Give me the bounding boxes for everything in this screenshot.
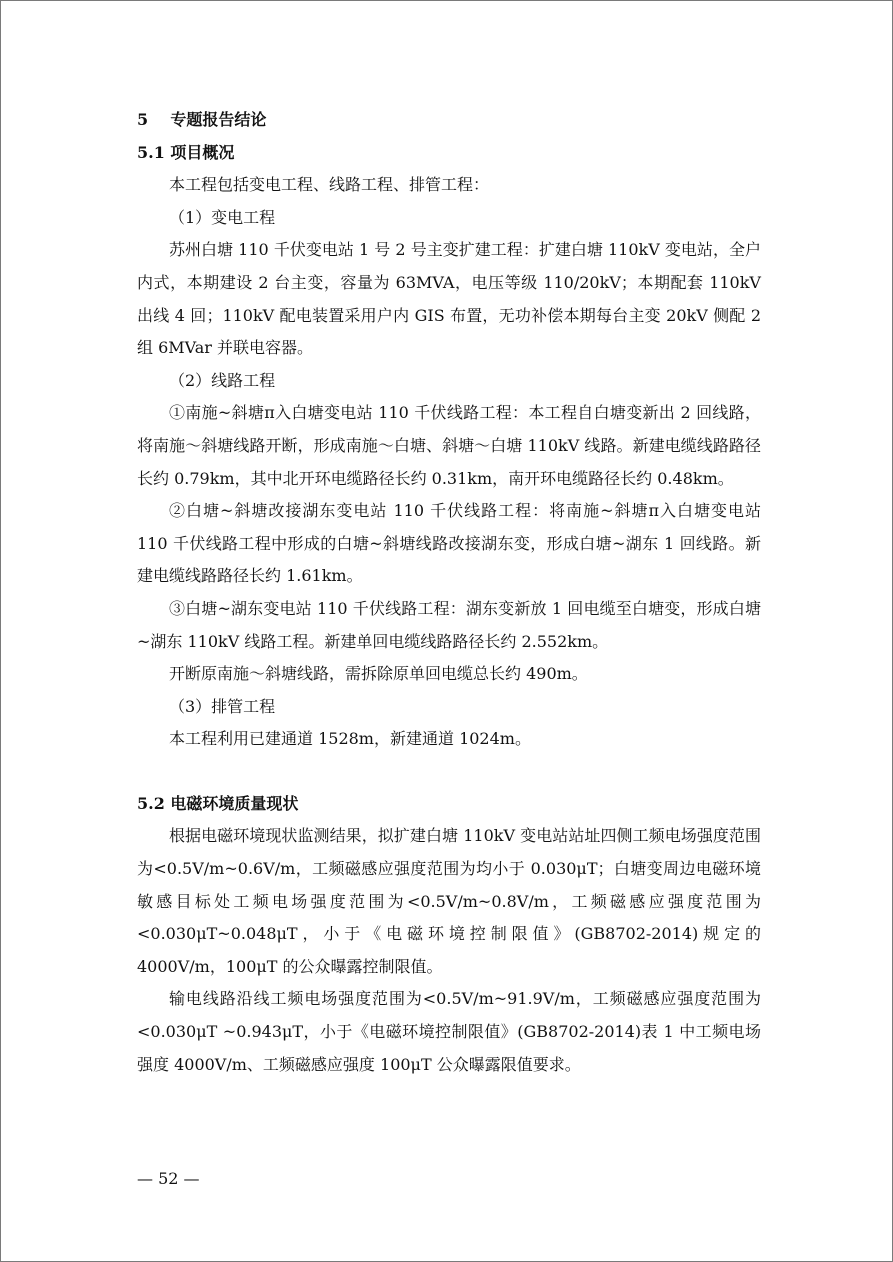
subheading-substation: （1）变电工程 (169, 207, 276, 227)
paragraph-line-3: ③白塘~湖东变电站 110 千伏线路工程：湖东变新放 1 回电缆至白塘变，形成白塘~湖东 110kV 线路工程。新建单回电缆线路路径长约 2.552km。 (137, 598, 761, 651)
section-gap (137, 756, 761, 788)
page-content (137, 104, 761, 1081)
page-number: — 52 — (137, 1169, 200, 1188)
paragraph-substation: 苏州白塘 110 千伏变电站 1 号 2 号主变扩建工程：扩建白塘 110kV 变电站，全户内式，本期建设 2 台主变，容量为 63MVA，电压等级 110/20kV；本期配套 110kV 出线 4 回；110kV 配电装置采用户内 GIS 布置，无功补偿本期每台主变 20kV 侧配 2 组 6MVar 并联电容器。 (137, 240, 761, 358)
subsection-heading-5-2: 5.2 电磁环境质量现状 (137, 793, 299, 813)
subheading-duct: （3）排管工程 (169, 696, 276, 716)
section-heading (137, 104, 761, 137)
subsection-heading-5-1: 5.1 项目概况 (137, 142, 235, 162)
paragraph-line-1: ①南施~斜塘π入白塘变电站 110 千伏线路工程：本工程自白塘变新出 2 回线路，将南施～斜塘线路开断，形成南施～白塘、斜塘～白塘 110kV 线路。新建电缆线路路径长约 0.79km，其中北开环电缆路径长约 0.31km，南开环电缆路径长约 0.48km。 (137, 403, 761, 488)
paragraph-em-substation: 根据电磁环境现状监测结果，拟扩建白塘 110kV 变电站站址四侧工频电场强度范围为<0.5V/m~0.6V/m，工频磁感应强度范围为均小于 0.030μT；白塘变周边电磁环境敏感目标处工频电场强度范围为<0.5V/m~0.8V/m，工频磁感应强度范围为<0.030μT~0.048μT，小于《电磁环境控制限值》(GB8702-2014)规定的 4000V/m，100μT 的公众曝露控制限值。 (137, 826, 761, 976)
paragraph-duct: 本工程利用已建通道 1528m，新建通道 1024m。 (169, 729, 531, 749)
intro-paragraph: 本工程包括变电工程、线路工程、排管工程： (169, 175, 490, 195)
subheading-line: （2）线路工程 (169, 370, 276, 390)
paragraph-line-2: ②白塘~斜塘改接湖东变电站 110 千伏线路工程：将南施~斜塘π入白塘变电站 110 千伏线路工程中形成的白塘~斜塘线路改接湖东变，形成白塘~湖东 1 回线路。新建电缆线路路径长约 1.61km。 (137, 501, 761, 586)
paragraph-line-demolish: 开断原南施～斜塘线路，需拆除原单回电缆总长约 490m。 (169, 664, 588, 684)
paragraph-em-line: 输电线路沿线工频电场强度范围为<0.5V/m~91.9V/m，工频磁感应强度范围为<0.030μT ~0.943μT，小于《电磁环境控制限值》(GB8702-2014)表 1 中工频电场强度 4000V/m、工频磁感应强度 100μT 公众曝露限值要求。 (137, 989, 761, 1074)
section-number: 5 (137, 110, 149, 129)
section-title: 专题报告结论 (170, 110, 267, 129)
